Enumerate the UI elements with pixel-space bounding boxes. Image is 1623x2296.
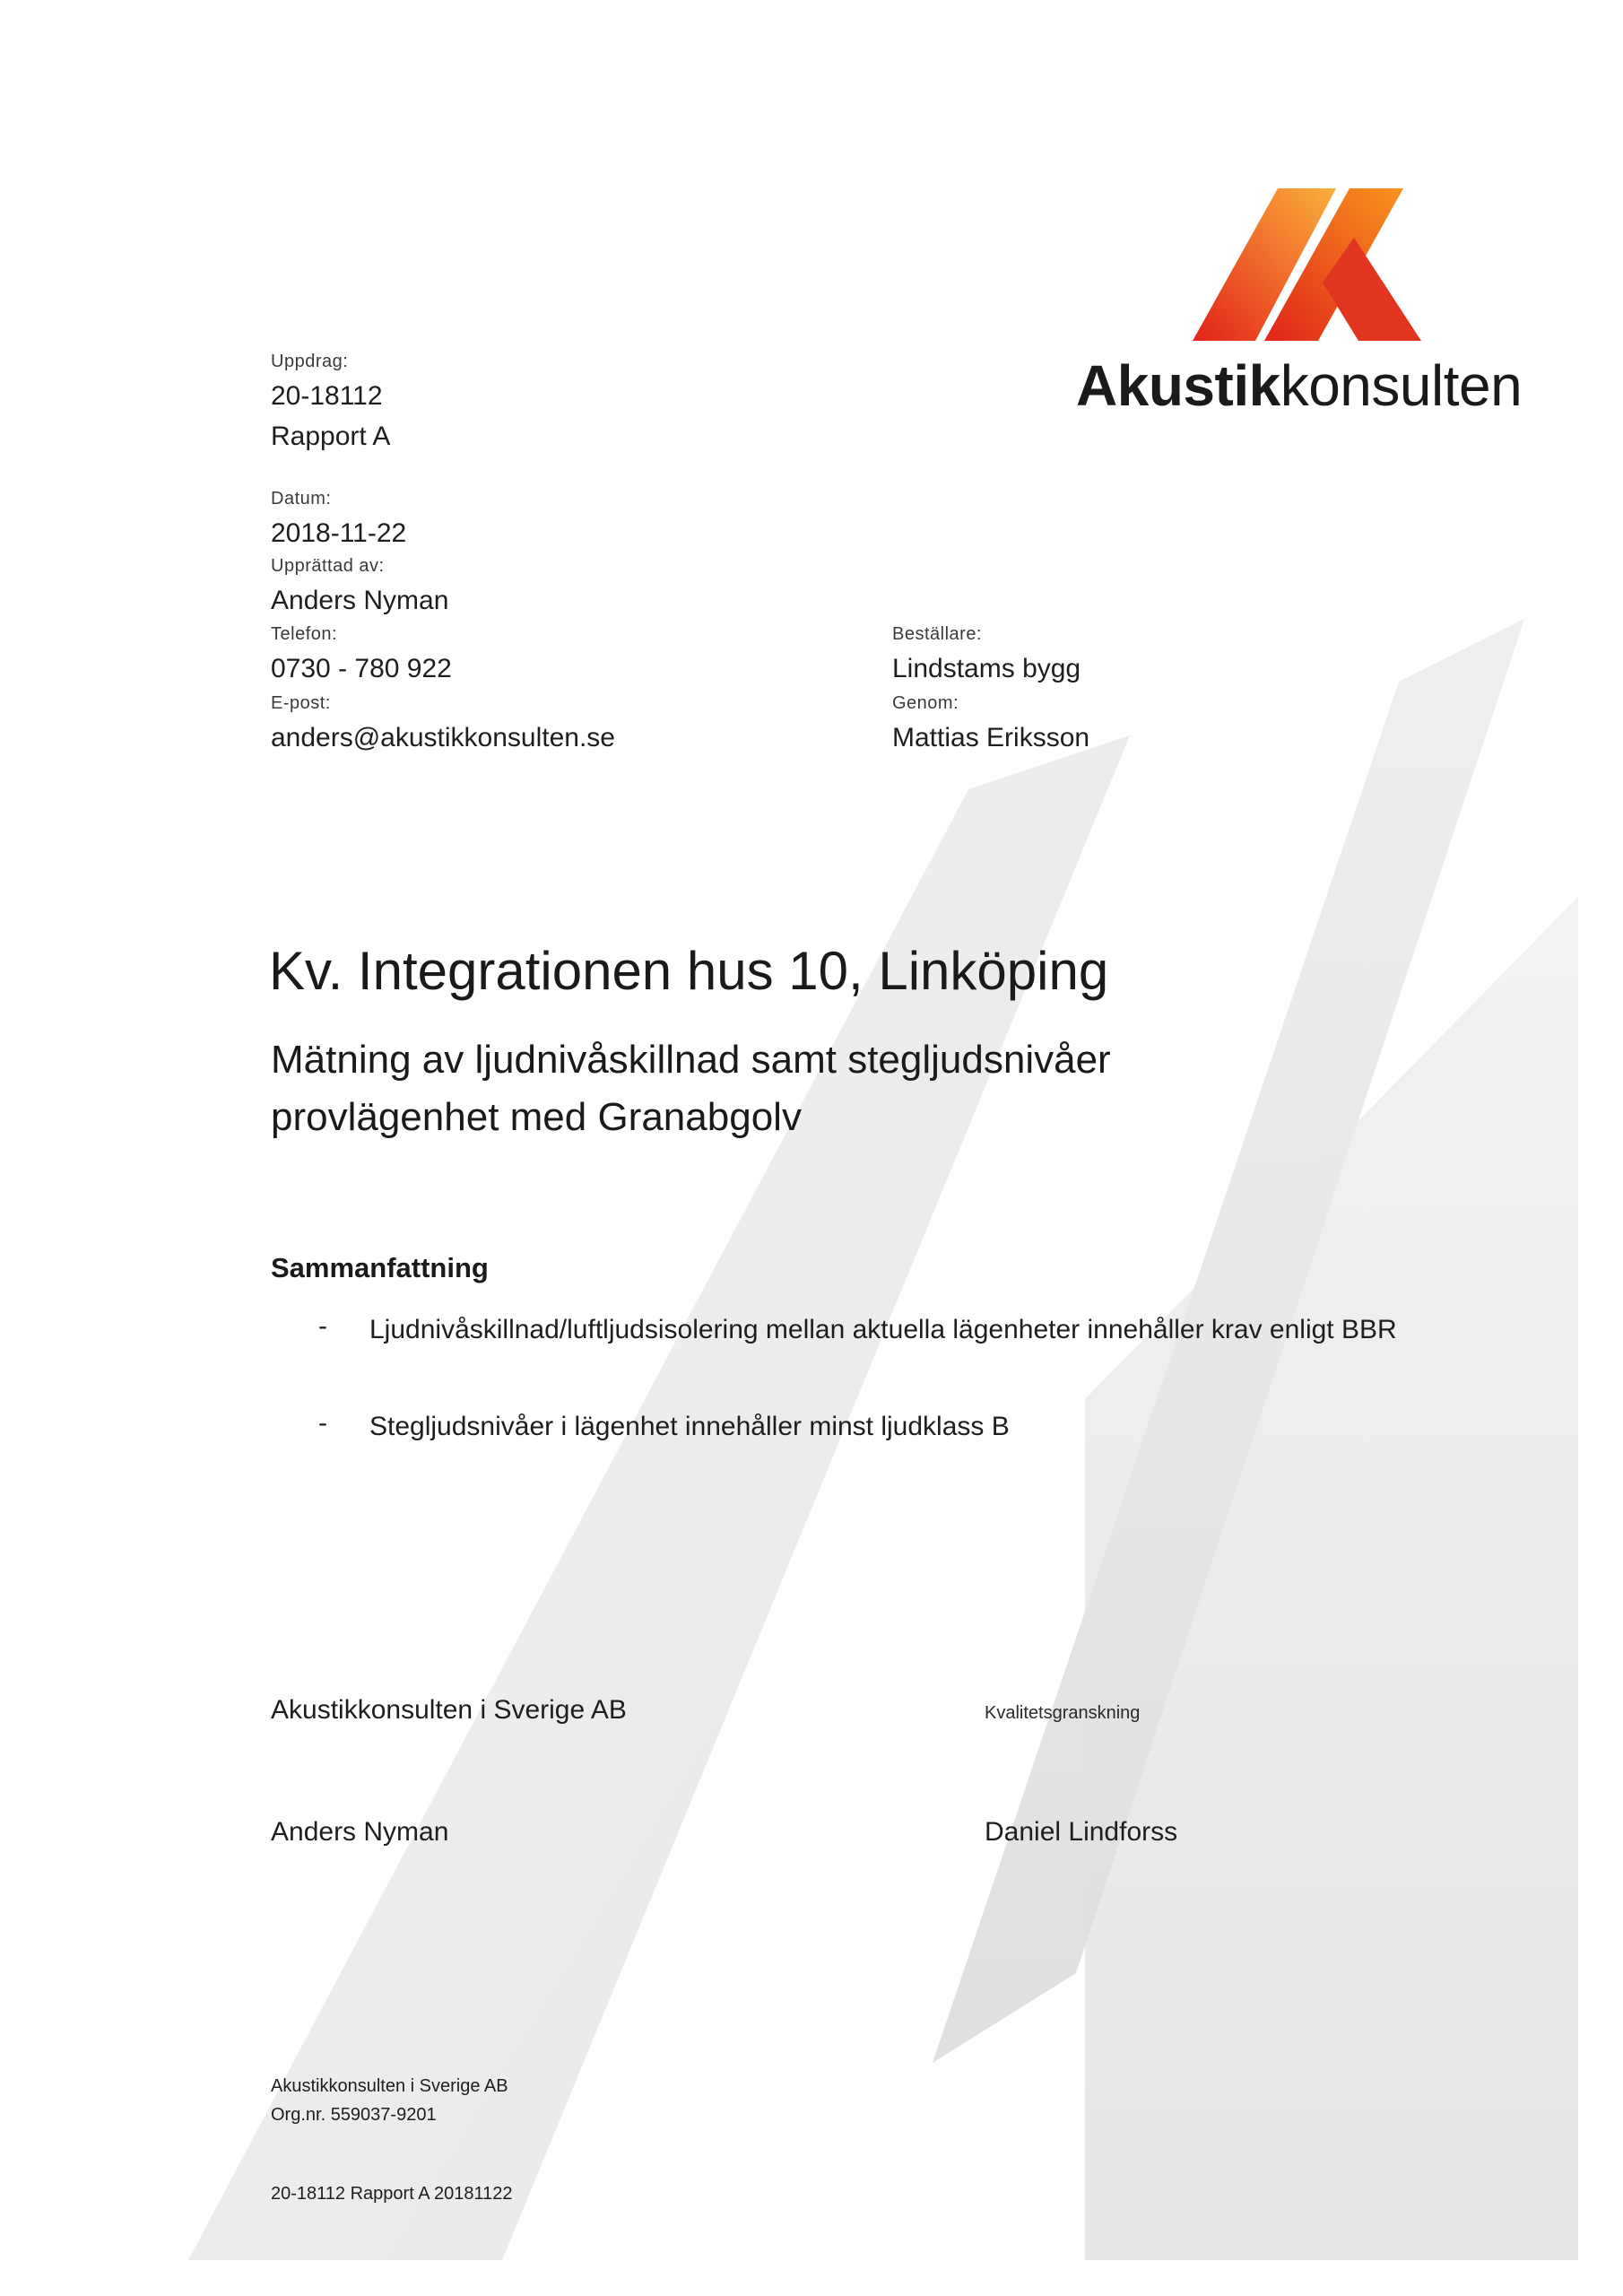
upprattad-label: Upprättad av: (271, 556, 385, 576)
quality-review-label: Kvalitetsgranskning (985, 1703, 1141, 1723)
telefon-value: 0730 - 780 922 (271, 654, 452, 683)
upprattad-value: Anders Nyman (271, 586, 449, 615)
summary-item: Stegljudsnivåer i lägenhet innehåller minst ljudklass B (369, 1412, 1010, 1441)
summary-item: Ljudnivåskillnad/luftljudsisolering mellan aktuella lägenheter innehåller krav enligt BBR (369, 1315, 1397, 1344)
logo-word-bold: Akustik (1076, 353, 1280, 418)
bestallare-label: Beställare: (892, 624, 982, 644)
report-title: Kv. Integrationen hus 10, Linköping (269, 941, 1109, 1001)
signature-reviewer: Daniel Lindforss (985, 1817, 1178, 1847)
report-name: Rapport A (271, 422, 391, 451)
genom-value: Mattias Eriksson (892, 723, 1090, 752)
uppdrag-label: Uppdrag: (271, 352, 349, 371)
epost-value[interactable]: anders@akustikkonsulten.se (271, 723, 615, 752)
genom-label: Genom: (892, 693, 959, 713)
footer-doc-ref: 20-18112 Rapport A 20181122 (271, 2184, 513, 2204)
company-logo (1076, 184, 1560, 426)
telefon-label: Telefon: (271, 624, 338, 644)
report-subtitle-line2: provlägenhet med Granabgolv (271, 1095, 802, 1139)
bullet-marker: - (318, 1311, 327, 1341)
epost-label: E-post: (271, 693, 331, 713)
uppdrag-number: 20-18112 (271, 381, 383, 411)
footer-org-number: Org.nr. 559037-9201 (271, 2105, 437, 2125)
datum-label: Datum: (271, 489, 332, 509)
datum-value: 2018-11-22 (271, 518, 407, 548)
bestallare-value: Lindstams bygg (892, 654, 1081, 683)
logo-word-light: konsulten (1280, 353, 1523, 418)
signature-author: Anders Nyman (271, 1817, 449, 1847)
signature-company: Akustikkonsulten i Sverige AB (271, 1695, 627, 1725)
footer-company: Akustikkonsulten i Sverige AB (271, 2076, 508, 2096)
report-subtitle-line1: Mätning av ljudnivåskillnad samt stegljudsnivåer (271, 1038, 1111, 1082)
logo-mark-icon (1193, 184, 1426, 345)
bullet-marker: - (318, 1408, 327, 1438)
summary-heading: Sammanfattning (271, 1252, 489, 1283)
logo-wordmark (1076, 352, 1522, 419)
